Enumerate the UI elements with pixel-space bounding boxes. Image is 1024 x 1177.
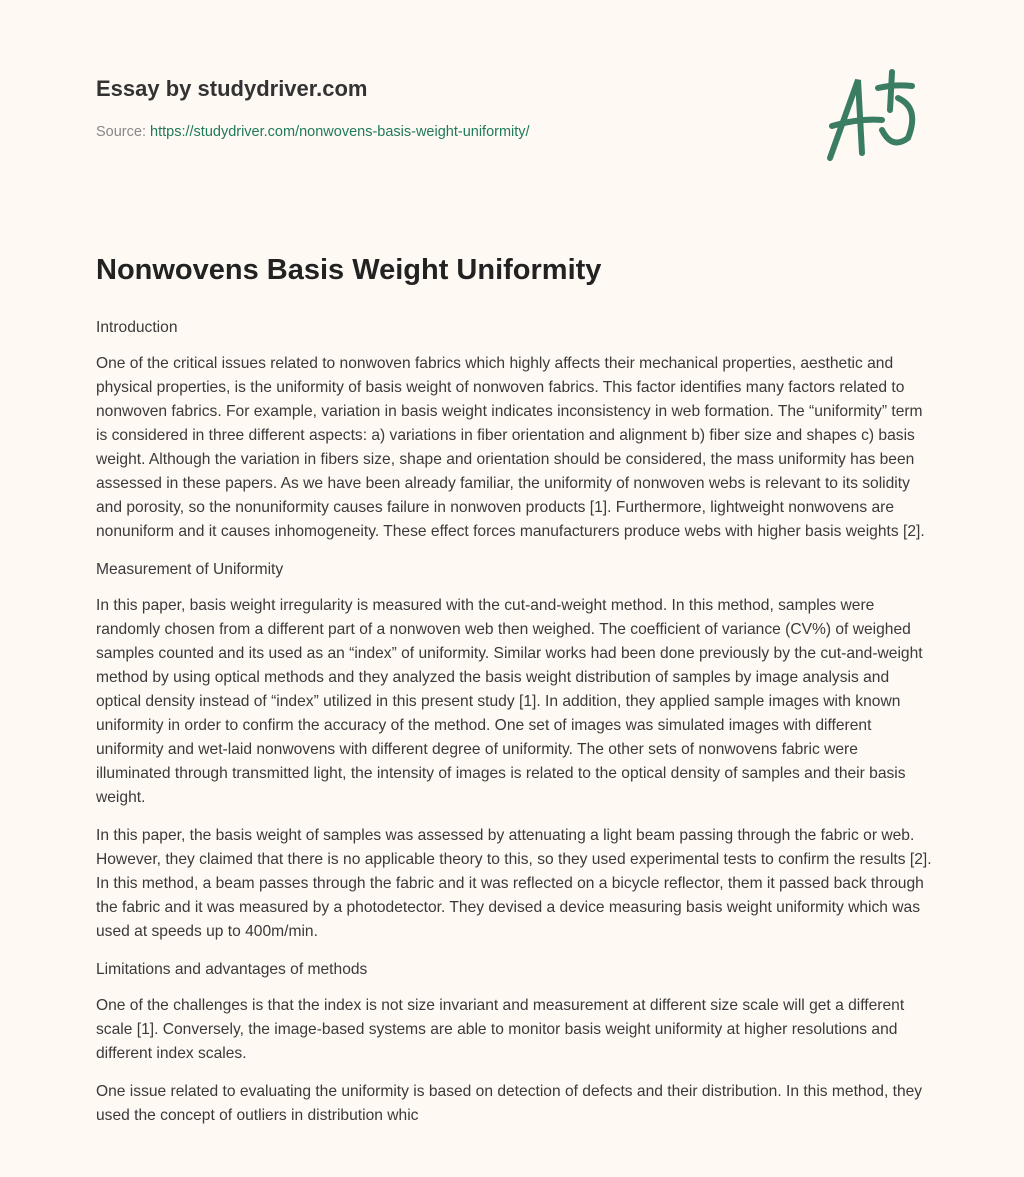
paragraph: One of the challenges is that the index is not size invariant and measurement at different size scale will get a different scale [1]. Conversely, the image-based systems are able to monitor basis weight uniformity at higher resolutions and different index scales. [96,997,905,1062]
section-limitations [96,958,936,1128]
site-brand: Essay by studydriver.com [96,76,368,101]
paragraph: One of the critical issues related to nonwoven fabrics which highly affects their mechanical properties, aesthetic and physical properties, is the uniformity of basis weight of nonwoven fabrics. This factor identifies many factors related to nonwoven fabrics. For example, variation in basis weight indicates inconsistency in web formation. The “uniformity” term is considered in three different aspects: a) variations in fiber orientation and alignment b) fiber size and shapes c) basis weight. Although the variation in fibers size, shape and orientation should be considered, the mass uniformity has been assessed in these papers. As we have been already familiar, the uniformity of nonwoven webs is relevant to its solidity and porosity, so the nonuniformity causes failure in nonwoven products [1]. Furthermore, lightweight nonwovens are nonuniform and it causes inhomogeneity. These effect forces manufacturers produce webs with higher basis weights [2]. [96,355,925,540]
a-plus-logo-icon [820,68,930,168]
paragraph: In this paper, basis weight irregularity is measured with the cut-and-weight method. In this method, samples were randomly chosen from a different part of a nonwoven web then weighed. The coefficient of variance (CV%) of weighed samples counted and its used as an “index” of uniformity. Similar works had been done previously by the cut-and-weight method by using optical methods and they analyzed the basis weight distribution of samples by image analysis and optical density instead of “index” utilized in this present study [1]. In addition, they applied sample images with known uniformity in order to confirm the accuracy of the method. One set of images was simulated images with different uniformity and wet-laid nonwovens with different degree of uniformity. The other sets of nonwovens fabric were illuminated through transmitted light, the intensity of images is related to the optical density of samples and their basis weight. [96,597,923,806]
section-measurement [96,558,936,944]
section-heading: Limitations and advantages of methods [96,961,368,978]
paragraph: One issue related to evaluating the uniformity is based on detection of defects and their distribution. In this method, they used the concept of outliers in distribution whic [96,1083,923,1124]
source-link[interactable]: https://studydriver.com/nonwovens-basis-weight-uniformity/ [150,124,530,140]
section-heading: Measurement of Uniformity [96,561,284,578]
essay-body [96,316,936,1142]
section-introduction [96,316,936,544]
page-title: Nonwovens Basis Weight Uniformity [96,254,602,286]
section-heading: Introduction [96,319,178,336]
paragraph: In this paper, the basis weight of samples was assessed by attenuating a light beam passing through the fabric or web. However, they claimed that there is no applicable theory to this, so they used experimental tests to confirm the results [2]. In this method, a beam passes through the fabric and it was reflected on a bicycle reflector, them it passed back through the fabric and it was measured by a photodetector. They devised a device measuring basis weight uniformity which was used at speeds up to 400m/min. [96,827,932,940]
source-line [96,124,530,140]
source-label: Source: [96,124,146,140]
